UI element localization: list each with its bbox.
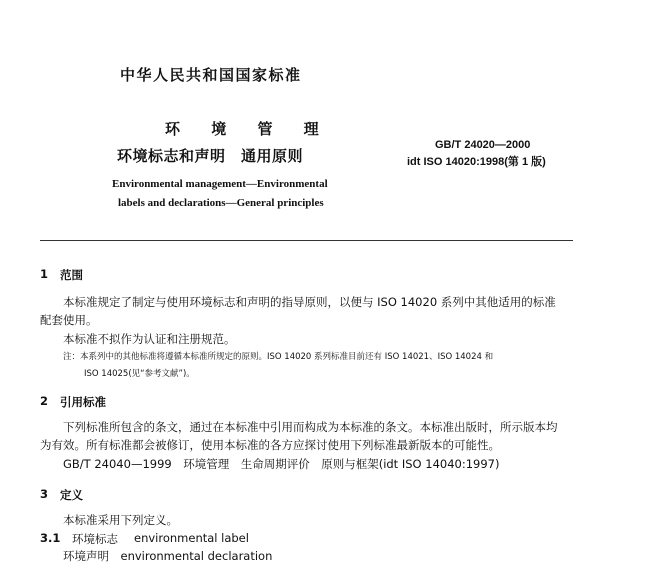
section3-number: 3 [40,487,49,501]
section3-title: 定义 [60,488,83,502]
header-divider [40,240,573,241]
section2-para1-line2: 为有效。所有标准都会被修订，使用本标准的各方应探讨使用下列标准最新版本的可能性。 [40,438,500,452]
section1-title: 范围 [60,268,83,282]
section1-note-line1: 注：本系列中的其他标准将遵循本标准所规定的原则。ISO 14020 系列标准目前还有 ISO 14021、ISO 14024 和 [63,352,494,362]
national-standard-heading: 中华人民共和国国家标准 [120,66,302,84]
section2-para1-line1: 下列标准所包含的条文，通过在本标准中引用而构成为本标准的条文。本标准出版时，所示版本均 [63,420,558,434]
section2-title: 引用标准 [60,395,106,409]
definition-term-en: environmental label [134,531,249,545]
english-title-line2: labels and declarations—General principles [118,197,324,209]
section1-para2: 本标准不拟作为认证和注册规范。 [63,332,236,346]
section1-number: 1 [40,267,49,281]
definition-number: 3.1 [40,531,61,545]
definition-next-line: 环境声明 environmental declaration [63,549,273,563]
title-line1: 环 境 管 理 [165,120,332,138]
english-title-line1: Environmental management—Environmental [112,178,328,190]
section2-number: 2 [40,394,49,408]
section2-reference: GB/T 24040—1999 环境管理 生命周期评价 原则与框架(idt ISO 14040:1997) [63,457,500,471]
section1-para1-line1: 本标准规定了制定与使用环境标志和声明的指导原则，以便与 ISO 14020 系列中其他适用的标准 [63,295,556,309]
standard-equivalence: idt ISO 14020:1998(第 1 版) [407,156,546,168]
section1-note-line2: ISO 14025(见“参考文献”)。 [84,369,195,379]
definition-term-cn: 环境标志 [72,532,118,546]
title-line2: 环境标志和声明 通用原则 [117,147,304,165]
section3-para1: 本标准采用下列定义。 [63,513,178,527]
section1-para1-line2: 配套使用。 [40,313,98,327]
standard-number: GB/T 24020—2000 [435,139,531,151]
